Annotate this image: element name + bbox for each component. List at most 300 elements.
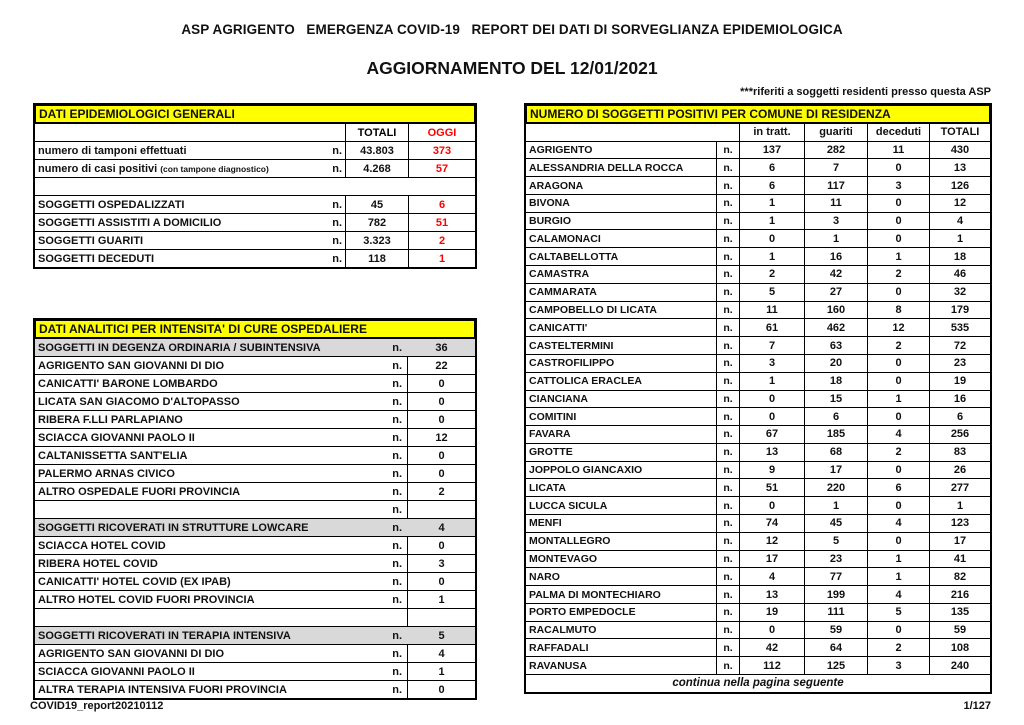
comune-deceduti-value: 0 [867, 284, 929, 301]
row-n-abbrev: n. [716, 391, 739, 408]
table-row [526, 514, 990, 532]
table-row [526, 229, 990, 247]
row-label: AGRIGENTO SAN GIOVANNI DI DIO [38, 647, 224, 660]
row-label-cell [35, 217, 345, 229]
comune-in-tratt-value: 7 [739, 337, 804, 354]
comune-guariti-value: 462 [804, 319, 867, 336]
comune-in-tratt-value: 4 [739, 568, 804, 585]
table-row [35, 482, 475, 500]
row-n-abbrev: n. [716, 408, 739, 425]
comune-guariti-value: 27 [804, 284, 867, 301]
row-n-abbrev: n. [716, 373, 739, 390]
general-table-body [35, 141, 475, 267]
comune-in-tratt-value: 13 [739, 586, 804, 603]
row-n-abbrev: n. [392, 377, 402, 390]
comune-guariti-value: 220 [804, 479, 867, 496]
table-row [526, 354, 990, 372]
column-header-in-tratt: in tratt. [739, 124, 804, 141]
row-n-abbrev: n. [716, 266, 739, 283]
comune-totali-value: 19 [929, 373, 990, 390]
row-label: ALTRO HOTEL COVID FUORI PROVINCIA [38, 593, 255, 606]
comune-totali-value: 59 [929, 622, 990, 639]
comuni-table-header-row [526, 123, 990, 141]
comune-totali-value: 430 [929, 142, 990, 159]
row-value: 22 [407, 357, 475, 374]
comune-deceduti-value: 0 [867, 462, 929, 479]
comune-in-tratt-value: 13 [739, 444, 804, 461]
table-row [526, 550, 990, 568]
comune-guariti-value: 185 [804, 426, 867, 443]
comune-in-tratt-value: 42 [739, 639, 804, 656]
row-value: 0 [407, 573, 475, 590]
row-n-abbrev: n. [716, 551, 739, 568]
table-row [526, 265, 990, 283]
comune-deceduti-value: 0 [867, 533, 929, 550]
comune-name: RACALMUTO [529, 624, 597, 637]
comune-name: CATTOLICA ERACLEA [529, 375, 642, 388]
comune-guariti-value: 11 [804, 195, 867, 212]
hospital-table-body [35, 338, 475, 698]
row-n-abbrev: n. [716, 462, 739, 479]
comune-totali-value: 32 [929, 284, 990, 301]
table-row [526, 301, 990, 319]
table-row [526, 603, 990, 621]
table-row [526, 158, 990, 176]
row-label: SOGGETTI GUARITI [38, 234, 144, 247]
comune-name: LUCCA SICULA [529, 499, 608, 512]
comune-totali-value: 41 [929, 551, 990, 568]
row-oggi-value [408, 178, 475, 195]
row-value: 2 [407, 483, 475, 500]
comune-name: CIANCIANA [529, 392, 588, 405]
table-row [35, 231, 475, 249]
table-row [35, 590, 475, 608]
comune-name: FAVARA [529, 428, 571, 441]
table-row [35, 446, 475, 464]
row-label: ALTRO OSPEDALE FUORI PROVINCIA [38, 485, 241, 498]
row-value: 0 [407, 465, 475, 482]
comune-guariti-value: 59 [804, 622, 867, 639]
comune-in-tratt-value: 0 [739, 230, 804, 247]
table-row [526, 176, 990, 194]
table-row [35, 356, 475, 374]
row-label-cell [35, 594, 407, 606]
comune-guariti-value: 125 [804, 657, 867, 674]
row-value: 0 [407, 447, 475, 464]
comune-deceduti-value: 1 [867, 568, 929, 585]
comune-totali-value: 1 [929, 497, 990, 514]
comune-guariti-value: 63 [804, 337, 867, 354]
document-filename: COVID19_report20210112 [30, 700, 164, 712]
row-label-cell [35, 450, 407, 462]
row-n-abbrev: n. [716, 515, 739, 532]
row-n-abbrev: n. [392, 629, 402, 642]
row-label-cell [35, 468, 407, 480]
row-label: PALERMO ARNAS CIVICO [38, 467, 175, 480]
comune-guariti-value: 117 [804, 177, 867, 194]
row-n-abbrev: n. [716, 604, 739, 621]
row-n-abbrev: n. [716, 479, 739, 496]
hospital-table-title: DATI ANALITICI PER INTENSITA' DI CURE OSPEDALIERE [35, 320, 475, 338]
row-n-abbrev: n. [332, 252, 342, 265]
comune-totali-value: 16 [929, 391, 990, 408]
row-totali-value: 782 [345, 214, 408, 231]
comune-in-tratt-value: 1 [739, 195, 804, 212]
row-n-abbrev: n. [392, 503, 402, 516]
row-n-abbrev: n. [716, 142, 739, 159]
row-value: 0 [407, 411, 475, 428]
row-n-abbrev: n. [392, 539, 402, 552]
table-row [526, 443, 990, 461]
row-label-cell [35, 504, 407, 516]
row-label-small: (con tampone diagnostico) [160, 163, 269, 174]
table-row [35, 680, 475, 698]
row-n-abbrev: n. [716, 622, 739, 639]
row-totali-value: 3.323 [345, 232, 408, 249]
comune-guariti-value: 45 [804, 515, 867, 532]
comune-name: CALTABELLOTTA [529, 250, 619, 263]
row-n-abbrev: n. [332, 162, 342, 175]
table-row [35, 518, 475, 536]
comune-in-tratt-value: 17 [739, 551, 804, 568]
comune-totali-value: 6 [929, 408, 990, 425]
row-label: SOGGETTI OSPEDALIZZATI [38, 198, 185, 211]
row-totali-value: 118 [345, 250, 408, 267]
table-row [526, 638, 990, 656]
comune-totali-value: 535 [929, 319, 990, 336]
comune-totali-value: 72 [929, 337, 990, 354]
row-n-abbrev: n. [392, 395, 402, 408]
row-oggi-value: 51 [408, 214, 475, 231]
comune-totali-value: 256 [929, 426, 990, 443]
row-n-abbrev: n. [392, 413, 402, 426]
row-n-abbrev: n. [392, 575, 402, 588]
comune-guariti-value: 17 [804, 462, 867, 479]
comune-in-tratt-value: 74 [739, 515, 804, 532]
row-label: RIBERA F.LLI PARLAPIANO [38, 413, 183, 426]
comune-name: ARAGONA [529, 179, 584, 192]
comune-deceduti-value: 0 [867, 373, 929, 390]
comune-deceduti-value: 3 [867, 177, 929, 194]
comuni-table-body [526, 141, 990, 674]
column-header-guariti: guariti [804, 124, 867, 141]
comune-name: MONTALLEGRO [529, 535, 611, 548]
row-n-abbrev: n. [392, 467, 402, 480]
row-label: numero di casi positivi [38, 162, 158, 175]
comune-in-tratt-value: 9 [739, 462, 804, 479]
table-row [526, 656, 990, 674]
comune-in-tratt-value: 19 [739, 604, 804, 621]
row-value: 1 [407, 591, 475, 608]
comune-name: JOPPOLO GIANCAXIO [529, 464, 643, 477]
table-row [526, 567, 990, 585]
comune-totali-value: 1 [929, 230, 990, 247]
table-row [526, 585, 990, 603]
hospital-intensity-table [33, 318, 477, 700]
comune-guariti-value: 68 [804, 444, 867, 461]
comune-totali-value: 23 [929, 355, 990, 372]
comune-deceduti-value: 12 [867, 319, 929, 336]
row-n-abbrev: n. [392, 431, 402, 444]
row-n-abbrev: n. [716, 159, 739, 176]
row-label: CANICATTI' BARONE LOMBARDO [38, 377, 218, 390]
comune-in-tratt-value: 137 [739, 142, 804, 159]
row-label-cell [35, 576, 407, 588]
row-label: RIBERA HOTEL COVID [38, 557, 158, 570]
table-row [35, 500, 475, 518]
row-oggi-value: 373 [408, 142, 475, 159]
row-label-cell [35, 630, 407, 642]
comune-name: ALESSANDRIA DELLA ROCCA [529, 161, 684, 174]
comune-guariti-value: 16 [804, 248, 867, 265]
row-n-abbrev: n. [716, 177, 739, 194]
row-n-abbrev: n. [716, 497, 739, 514]
comune-in-tratt-value: 67 [739, 426, 804, 443]
comune-name: RAFFADALI [529, 641, 589, 654]
comune-in-tratt-value: 1 [739, 373, 804, 390]
comune-guariti-value: 18 [804, 373, 867, 390]
comune-guariti-value: 1 [804, 497, 867, 514]
row-label-cell [35, 666, 407, 678]
row-totali-value: 4.268 [345, 160, 408, 177]
row-value: 3 [407, 555, 475, 572]
comune-deceduti-value: 1 [867, 391, 929, 408]
comune-guariti-value: 111 [804, 604, 867, 621]
row-n-abbrev: n. [332, 216, 342, 229]
row-n-abbrev: n. [716, 568, 739, 585]
row-n-abbrev: n. [716, 248, 739, 265]
row-n-abbrev: n. [716, 355, 739, 372]
table-row [35, 464, 475, 482]
row-label-cell [35, 145, 345, 157]
row-label: SOGGETTI RICOVERATI IN STRUTTURE LOWCARE [38, 521, 309, 534]
table-row [526, 372, 990, 390]
table-row [35, 608, 475, 626]
row-n-abbrev: n. [716, 337, 739, 354]
row-oggi-value: 6 [408, 196, 475, 213]
row-n-abbrev: n. [716, 230, 739, 247]
comune-totali-value: 18 [929, 248, 990, 265]
table-row [526, 212, 990, 230]
table-row [526, 390, 990, 408]
comune-totali-value: 46 [929, 266, 990, 283]
comune-name: CALAMONACI [529, 232, 601, 245]
row-n-abbrev: n. [392, 341, 402, 354]
comune-deceduti-value: 1 [867, 551, 929, 568]
table-row [35, 554, 475, 572]
comune-deceduti-value: 0 [867, 408, 929, 425]
comune-name: GROTTE [529, 446, 573, 459]
table-row [35, 213, 475, 231]
comune-name: CAMMARATA [529, 286, 597, 299]
row-n-abbrev: n. [392, 485, 402, 498]
table-row [35, 662, 475, 680]
row-n-abbrev: n. [332, 198, 342, 211]
row-value: 36 [435, 341, 448, 354]
row-label-cell [35, 414, 407, 426]
table-row [526, 318, 990, 336]
column-header-totali: TOTALI [929, 124, 990, 141]
comune-in-tratt-value: 11 [739, 302, 804, 319]
row-label: AGRIGENTO SAN GIOVANNI DI DIO [38, 359, 224, 372]
comune-in-tratt-value: 51 [739, 479, 804, 496]
table-row [35, 338, 475, 356]
table-row [35, 141, 475, 159]
row-n-abbrev: n. [716, 444, 739, 461]
row-label-cell [35, 432, 407, 444]
row-label-cell [35, 235, 345, 247]
table-row [526, 283, 990, 301]
comune-name: MONTEVAGO [529, 552, 598, 565]
row-totali-value: 45 [345, 196, 408, 213]
column-header-totali: TOTALI [345, 124, 408, 141]
comune-totali-value: 17 [929, 533, 990, 550]
row-n-abbrev: n. [716, 195, 739, 212]
column-header-oggi: OGGI [408, 124, 475, 141]
comune-deceduti-value: 6 [867, 479, 929, 496]
comune-name: PALMA DI MONTECHIARO [529, 588, 661, 601]
comune-totali-value: 108 [929, 639, 990, 656]
comune-in-tratt-value: 12 [739, 533, 804, 550]
row-label: numero di tamponi effettuati [38, 144, 187, 157]
row-label: SCIACCA GIOVANNI PAOLO II [38, 665, 195, 678]
comune-guariti-value: 5 [804, 533, 867, 550]
comune-deceduti-value: 0 [867, 622, 929, 639]
comune-deceduti-value: 1 [867, 248, 929, 265]
comune-name: LICATA [529, 481, 566, 494]
general-table-header-row [35, 123, 475, 141]
row-oggi-value: 2 [408, 232, 475, 249]
row-n-abbrev: n. [716, 639, 739, 656]
row-label-cell [35, 522, 407, 534]
row-oggi-value: 57 [408, 160, 475, 177]
comune-guariti-value: 6 [804, 408, 867, 425]
comune-name: CASTELTERMINI [529, 339, 614, 352]
report-date: AGGIORNAMENTO DEL 12/01/2021 [366, 58, 658, 78]
comune-guariti-value: 64 [804, 639, 867, 656]
row-label: SCIACCA GIOVANNI PAOLO II [38, 431, 195, 444]
comune-totali-value: 123 [929, 515, 990, 532]
table-row [35, 428, 475, 446]
row-n-abbrev: n. [392, 593, 402, 606]
row-label-cell [35, 253, 345, 265]
table-row [526, 461, 990, 479]
comune-name: CASTROFILIPPO [529, 357, 615, 370]
comune-totali-value: 135 [929, 604, 990, 621]
row-label: CALTANISSETTA SANT'ELIA [38, 449, 188, 462]
row-label: SOGGETTI RICOVERATI IN TERAPIA INTENSIVA [38, 629, 291, 642]
row-label-cell [35, 199, 345, 211]
comune-name: MENFI [529, 517, 562, 530]
row-label-cell [35, 540, 407, 552]
comune-deceduti-value: 0 [867, 497, 929, 514]
row-oggi-value: 1 [408, 250, 475, 267]
row-n-abbrev: n. [716, 213, 739, 230]
table-row [35, 195, 475, 213]
general-table-title: DATI EPIDEMIOLOGICI GENERALI [35, 105, 475, 123]
comune-totali-value: 13 [929, 159, 990, 176]
comune-guariti-value: 20 [804, 355, 867, 372]
row-n-abbrev: n. [716, 657, 739, 674]
comune-guariti-value: 199 [804, 586, 867, 603]
row-n-abbrev: n. [392, 557, 402, 570]
header-blank-cell [526, 124, 739, 141]
table-row [526, 621, 990, 639]
comune-in-tratt-value: 0 [739, 391, 804, 408]
table-row [526, 247, 990, 265]
row-label: SOGGETTI IN DEGENZA ORDINARIA / SUBINTENSIVA [38, 341, 321, 354]
row-n-abbrev: n. [332, 144, 342, 157]
row-label: SOGGETTI DECEDUTI [38, 252, 155, 265]
row-label: LICATA SAN GIACOMO D'ALTOPASSO [38, 395, 240, 408]
table-row [526, 336, 990, 354]
row-n-abbrev: n. [392, 449, 402, 462]
report-title: ASP AGRIGENTO EMERGENZA COVID-19 REPORT DEI DATI DI SORVEGLIANZA EPIDEMIOLOGICA [181, 22, 843, 37]
comune-in-tratt-value: 112 [739, 657, 804, 674]
row-value: 5 [438, 629, 445, 642]
comune-guariti-value: 1 [804, 230, 867, 247]
comune-totali-value: 82 [929, 568, 990, 585]
comune-totali-value: 26 [929, 462, 990, 479]
comune-in-tratt-value: 6 [739, 159, 804, 176]
row-n-abbrev: n. [392, 683, 402, 696]
table-row [35, 177, 475, 195]
comune-totali-value: 12 [929, 195, 990, 212]
comune-name: BIVONA [529, 197, 570, 210]
comune-in-tratt-value: 1 [739, 248, 804, 265]
positives-by-comune-table [524, 103, 992, 694]
asp-note: ***riferiti a soggetti residenti presso questa ASP [740, 86, 991, 98]
table-row [526, 532, 990, 550]
row-totali-value [345, 178, 408, 195]
comune-deceduti-value: 4 [867, 586, 929, 603]
row-value: 1 [407, 663, 475, 680]
comune-totali-value: 240 [929, 657, 990, 674]
row-value: 0 [407, 681, 475, 698]
comune-guariti-value: 7 [804, 159, 867, 176]
comune-deceduti-value: 4 [867, 426, 929, 443]
row-n-abbrev: n. [392, 359, 402, 372]
comune-name: RAVANUSA [529, 659, 587, 672]
row-n-abbrev: n. [392, 521, 402, 534]
comune-totali-value: 216 [929, 586, 990, 603]
row-value [407, 609, 475, 626]
comune-in-tratt-value: 0 [739, 497, 804, 514]
comuni-table-title: NUMERO DI SOGGETTI POSITIVI PER COMUNE DI RESIDENZA [526, 105, 990, 123]
row-n-abbrev: n. [716, 284, 739, 301]
table-row [526, 496, 990, 514]
table-row [35, 374, 475, 392]
comune-deceduti-value: 0 [867, 213, 929, 230]
row-n-abbrev: n. [716, 426, 739, 443]
table-row [35, 392, 475, 410]
row-value: 4 [407, 645, 475, 662]
row-value [407, 501, 475, 518]
comune-name: COMITINI [529, 410, 577, 423]
table-row [35, 572, 475, 590]
row-n-abbrev: n. [392, 665, 402, 678]
table-row [35, 536, 475, 554]
table-row [526, 141, 990, 159]
row-value: 0 [407, 375, 475, 392]
comune-totali-value: 83 [929, 444, 990, 461]
comune-totali-value: 277 [929, 479, 990, 496]
comune-guariti-value: 160 [804, 302, 867, 319]
column-header-deceduti: deceduti [867, 124, 929, 141]
row-value: 0 [407, 537, 475, 554]
table-row [35, 249, 475, 267]
comune-deceduti-value: 2 [867, 444, 929, 461]
